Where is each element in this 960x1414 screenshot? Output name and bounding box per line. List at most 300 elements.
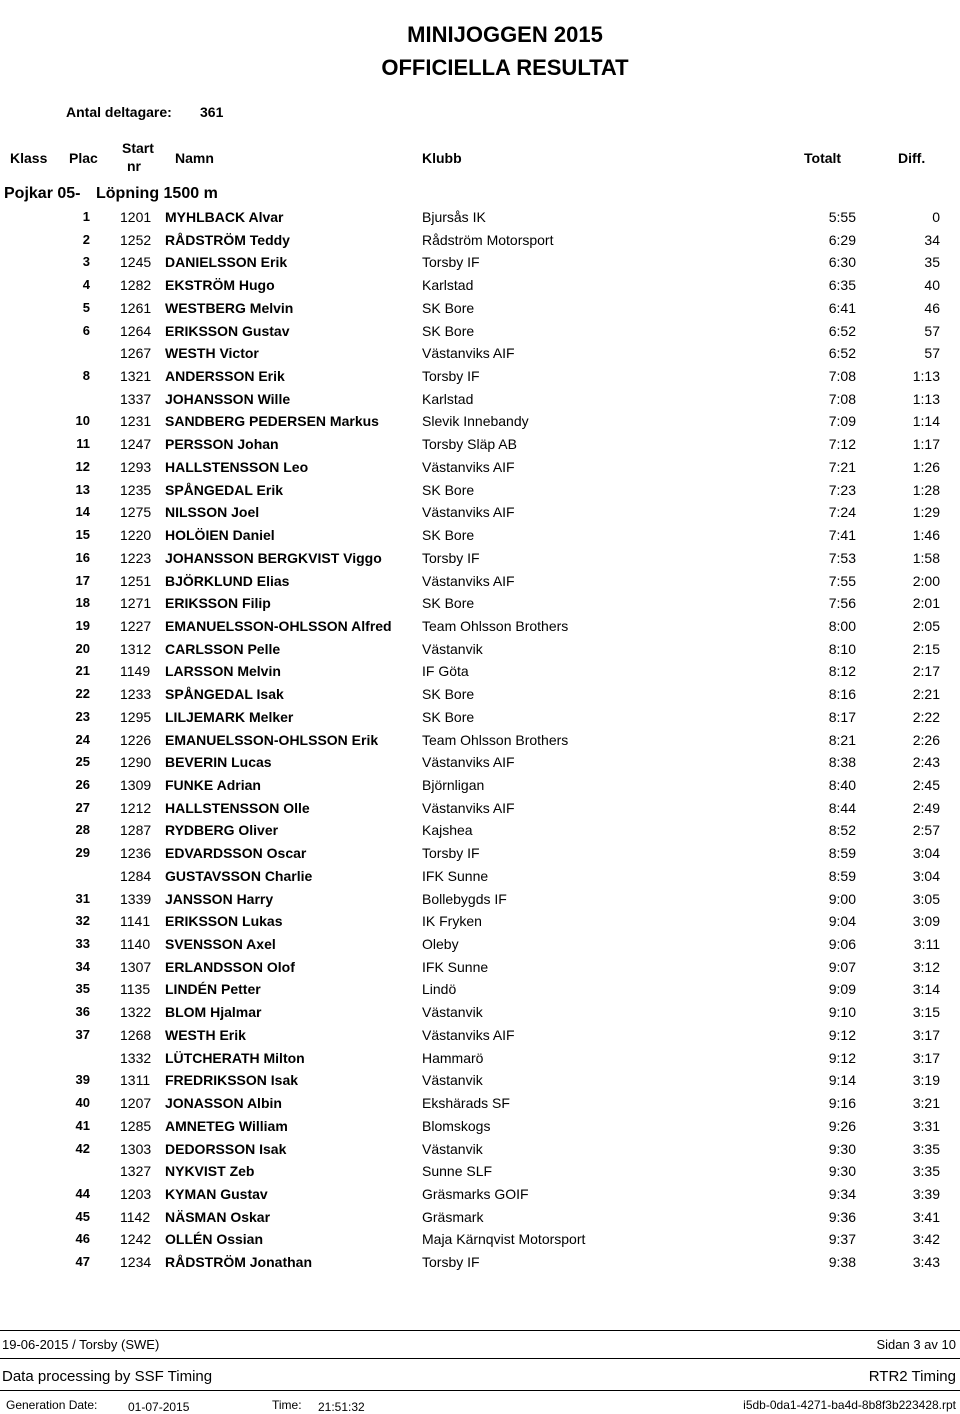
- result-total: 7:12: [828, 436, 856, 453]
- result-name: DANIELSSON Erik: [165, 254, 288, 271]
- footer-gen-date: 01-07-2015: [128, 1400, 190, 1414]
- result-plac: 15: [75, 527, 90, 543]
- result-nr: 1293: [120, 458, 152, 475]
- result-plac: 6: [82, 322, 90, 338]
- result-club: Torsby IF: [422, 368, 480, 385]
- result-club: Västanvik: [422, 1072, 483, 1089]
- result-nr: 1339: [120, 890, 152, 907]
- result-nr: 1261: [120, 299, 152, 316]
- result-total: 9:37: [828, 1231, 856, 1248]
- col-start: Start: [122, 140, 154, 156]
- result-club: Kajshea: [422, 822, 473, 839]
- result-total: 8:52: [828, 822, 856, 839]
- result-diff: 2:01: [912, 595, 940, 612]
- result-club: Team Ohlsson Brothers: [422, 617, 569, 634]
- result-diff: 2:17: [912, 663, 940, 680]
- result-name: HALLSTENSSON Olle: [165, 799, 310, 816]
- result-name: WESTBERG Melvin: [165, 299, 294, 316]
- result-plac: 31: [75, 890, 90, 906]
- result-nr: 1321: [120, 368, 152, 385]
- result-diff: 57: [924, 345, 940, 362]
- result-nr: 1303: [120, 1140, 152, 1157]
- result-club: Västanvik: [422, 1004, 483, 1021]
- result-plac: 37: [75, 1026, 90, 1042]
- participants-count: 361: [200, 104, 224, 120]
- result-total: 9:30: [828, 1140, 856, 1157]
- result-diff: 1:46: [912, 527, 940, 544]
- result-diff: 1:58: [912, 549, 940, 566]
- result-nr: 1287: [120, 822, 152, 839]
- result-name: ANDERSSON Erik: [165, 368, 285, 385]
- result-total: 9:36: [828, 1208, 856, 1225]
- result-total: 7:23: [828, 481, 856, 498]
- result-name: FREDRIKSSON Isak: [165, 1072, 299, 1089]
- result-name: JANSSON Harry: [165, 890, 274, 907]
- result-total: 6:29: [828, 231, 856, 248]
- result-row: [0, 1254, 960, 1276]
- result-row: [0, 913, 960, 935]
- result-nr: 1227: [120, 617, 152, 634]
- result-row: [0, 891, 960, 913]
- result-nr: 1295: [120, 708, 152, 725]
- result-nr: 1332: [120, 1049, 152, 1066]
- result-diff: 1:28: [912, 481, 940, 498]
- result-diff: 2:15: [912, 640, 940, 657]
- result-club: SK Bore: [422, 322, 475, 339]
- result-row: [0, 1095, 960, 1117]
- result-total: 7:55: [828, 572, 856, 589]
- result-plac: 47: [75, 1254, 90, 1270]
- result-nr: 1264: [120, 322, 152, 339]
- footer-page: Sidan 3 av 10: [876, 1337, 956, 1352]
- result-club: Slevik Innebandy: [422, 413, 529, 430]
- result-club: Gräsmarks GOIF: [422, 1185, 529, 1202]
- result-club: Bollebygds IF: [422, 890, 507, 907]
- result-total: 8:59: [828, 867, 856, 884]
- result-total: 5:55: [828, 209, 856, 225]
- result-total: 9:06: [828, 936, 856, 953]
- result-nr: 1290: [120, 754, 152, 771]
- result-diff: 2:22: [912, 708, 940, 725]
- result-nr: 1141: [120, 913, 151, 930]
- result-total: 9:34: [828, 1185, 856, 1202]
- result-plac: 34: [75, 958, 90, 974]
- result-diff: 3:04: [912, 867, 940, 884]
- result-total: 7:08: [828, 368, 856, 385]
- result-row: [0, 1231, 960, 1253]
- result-name: RÅDSTRÖM Jonathan: [165, 1254, 312, 1271]
- footer-time-label: Time:: [272, 1398, 302, 1412]
- result-plac: 19: [75, 617, 90, 633]
- result-nr: 1226: [120, 731, 152, 748]
- result-diff: 0: [932, 209, 940, 225]
- result-diff: 3:21: [912, 1095, 940, 1112]
- result-club: Karlstad: [422, 277, 474, 294]
- result-club: Västanviks AIF: [422, 504, 515, 521]
- result-name: NÄSMAN Oskar: [165, 1208, 271, 1225]
- result-club: Västanvik: [422, 1140, 483, 1157]
- result-name: JONASSON Albin: [165, 1095, 282, 1112]
- result-diff: 1:17: [912, 436, 940, 453]
- result-plac: 42: [75, 1140, 90, 1156]
- result-club: Torsby Släp AB: [422, 436, 517, 453]
- result-total: 7:24: [828, 504, 856, 521]
- result-nr: 1309: [120, 777, 152, 793]
- result-club: Västanviks AIF: [422, 345, 515, 362]
- section-klass: Pojkar 05-: [4, 185, 81, 202]
- result-row: [0, 459, 960, 481]
- footer-processing: Data processing by SSF Timing: [2, 1368, 213, 1385]
- result-name: RÅDSTRÖM Teddy: [165, 231, 290, 248]
- result-club: Blomskogs: [422, 1117, 491, 1134]
- result-nr: 1275: [120, 504, 152, 521]
- result-row: [0, 618, 960, 640]
- result-nr: 1223: [120, 549, 152, 566]
- result-row: [0, 845, 960, 867]
- result-name: EKSTRÖM Hugo: [165, 277, 275, 294]
- result-name: MYHLBACK Alvar: [165, 209, 284, 225]
- result-diff: 2:43: [912, 754, 940, 771]
- footer-gen-label: Generation Date:: [6, 1398, 98, 1412]
- result-diff: 3:35: [912, 1140, 940, 1157]
- result-plac: 5: [82, 299, 90, 315]
- result-total: 7:08: [828, 390, 856, 407]
- result-total: 7:53: [828, 549, 856, 566]
- result-total: 9:07: [828, 958, 856, 975]
- result-name: ERIKSSON Lukas: [165, 913, 283, 930]
- result-row: [0, 1072, 960, 1094]
- result-club: IFK Sunne: [422, 958, 489, 975]
- result-diff: 3:17: [912, 1049, 940, 1066]
- result-plac: 32: [75, 913, 90, 929]
- result-total: 8:00: [828, 617, 856, 634]
- result-diff: 3:35: [912, 1163, 940, 1180]
- result-nr: 1220: [120, 527, 152, 544]
- result-total: 9:12: [828, 1049, 856, 1066]
- result-total: 9:38: [828, 1254, 856, 1271]
- result-club: Rådström Motorsport: [422, 231, 554, 248]
- result-total: 6:52: [828, 322, 856, 339]
- result-row: [0, 641, 960, 663]
- result-nr: 1267: [120, 345, 152, 362]
- result-row: [0, 550, 960, 572]
- result-club: IF Göta: [422, 663, 469, 680]
- result-club: Västanvik: [422, 640, 483, 657]
- result-plac: 12: [75, 458, 90, 474]
- result-club: Oleby: [422, 936, 459, 953]
- result-plac: 39: [75, 1072, 90, 1088]
- result-nr: 1201: [120, 209, 152, 225]
- result-nr: 1142: [120, 1208, 151, 1225]
- result-diff: 3:09: [912, 913, 940, 930]
- result-nr: 1311: [120, 1072, 151, 1089]
- result-club: IK Fryken: [422, 913, 482, 930]
- result-plac: 4: [82, 277, 90, 293]
- footer-time: 21:51:32: [318, 1400, 365, 1414]
- col-klubb: Klubb: [422, 150, 462, 166]
- result-name: LARSSON Melvin: [165, 663, 281, 680]
- result-nr: 1235: [120, 481, 152, 498]
- result-total: 7:21: [828, 458, 856, 475]
- result-name: WESTH Victor: [165, 345, 259, 362]
- result-row: [0, 686, 960, 708]
- col-plac: Plac: [69, 150, 98, 166]
- result-diff: 34: [924, 231, 940, 248]
- result-club: Karlstad: [422, 390, 474, 407]
- result-diff: 3:04: [912, 845, 940, 862]
- result-nr: 1282: [120, 277, 152, 294]
- participants-label: Antal deltagare:: [66, 104, 172, 120]
- result-row: [0, 436, 960, 458]
- col-klass: Klass: [10, 150, 48, 166]
- result-diff: 3:17: [912, 1026, 940, 1043]
- result-total: 6:41: [828, 299, 856, 316]
- result-row: [0, 527, 960, 549]
- result-club: SK Bore: [422, 527, 475, 544]
- result-nr: 1285: [120, 1117, 152, 1134]
- result-total: 8:59: [828, 845, 856, 862]
- result-total: 7:09: [828, 413, 856, 430]
- result-nr: 1242: [120, 1231, 152, 1248]
- result-diff: 1:26: [912, 458, 940, 475]
- result-nr: 1307: [120, 958, 152, 975]
- result-row: [0, 981, 960, 1003]
- result-name: KYMAN Gustav: [165, 1185, 268, 1202]
- result-diff: 2:00: [912, 572, 940, 589]
- result-name: SPÅNGEDAL Isak: [165, 686, 284, 703]
- result-name: DEDORSSON Isak: [165, 1140, 287, 1157]
- result-row: [0, 345, 960, 367]
- result-total: 9:12: [828, 1026, 856, 1043]
- result-club: SK Bore: [422, 481, 475, 498]
- result-club: SK Bore: [422, 299, 475, 316]
- result-plac: 27: [75, 799, 90, 815]
- result-plac: 25: [75, 754, 90, 770]
- result-club: Västanviks AIF: [422, 1026, 515, 1043]
- result-name: SANDBERG PEDERSEN Markus: [165, 413, 379, 430]
- result-total: 8:44: [828, 799, 856, 816]
- result-diff: 2:21: [912, 686, 940, 703]
- result-row: [0, 1004, 960, 1026]
- result-diff: 3:43: [912, 1254, 940, 1271]
- result-nr: 1212: [120, 799, 152, 816]
- result-plac: 23: [75, 708, 90, 724]
- result-row: [0, 391, 960, 413]
- result-diff: 1:13: [912, 368, 940, 385]
- result-club: SK Bore: [422, 708, 475, 725]
- result-nr: 1234: [120, 1254, 152, 1271]
- result-club: Gräsmark: [422, 1208, 484, 1225]
- footer-rule-top: [0, 1330, 960, 1331]
- result-plac: 46: [75, 1231, 90, 1247]
- result-nr: 1233: [120, 686, 152, 703]
- result-total: 8:10: [828, 640, 856, 657]
- result-plac: 36: [75, 1004, 90, 1020]
- result-plac: 44: [75, 1185, 90, 1201]
- result-plac: 45: [75, 1208, 90, 1224]
- result-row: [0, 1186, 960, 1208]
- result-nr: 1252: [120, 231, 152, 248]
- result-nr: 1245: [120, 254, 152, 271]
- result-total: 6:30: [828, 254, 856, 271]
- result-club: Ekshärads SF: [422, 1095, 510, 1112]
- result-name: PERSSON Johan: [165, 436, 279, 453]
- result-total: 7:41: [828, 527, 856, 544]
- result-name: JOHANSSON Wille: [165, 390, 291, 407]
- result-nr: 1149: [120, 663, 151, 680]
- result-diff: 3:12: [912, 958, 940, 975]
- result-total: 9:00: [828, 890, 856, 907]
- result-diff: 2:45: [912, 777, 940, 793]
- result-name: NILSSON Joel: [165, 504, 260, 521]
- result-club: Torsby IF: [422, 845, 480, 862]
- result-plac: 14: [75, 504, 90, 520]
- result-row: [0, 1141, 960, 1163]
- result-name: RYDBERG Oliver: [165, 822, 279, 839]
- result-row: [0, 800, 960, 822]
- result-diff: 57: [924, 322, 940, 339]
- result-nr: 1236: [120, 845, 152, 862]
- result-diff: 40: [924, 277, 940, 294]
- result-club: Torsby IF: [422, 254, 480, 271]
- result-total: 9:30: [828, 1163, 856, 1180]
- result-name: SPÅNGEDAL Erik: [165, 481, 283, 498]
- result-total: 8:40: [828, 777, 856, 793]
- footer-date-place: 19-06-2015 / Torsby (SWE): [2, 1337, 160, 1352]
- result-total: 8:21: [828, 731, 856, 748]
- result-row: [0, 1050, 960, 1072]
- result-nr: 1268: [120, 1026, 152, 1043]
- result-row: [0, 1118, 960, 1140]
- result-plac: 22: [75, 686, 90, 702]
- result-nr: 1327: [120, 1163, 152, 1180]
- result-diff: 3:42: [912, 1231, 940, 1248]
- result-name: ERIKSSON Filip: [165, 595, 271, 612]
- result-plac: 26: [75, 777, 90, 792]
- result-diff: 2:26: [912, 731, 940, 748]
- result-plac: 28: [75, 822, 90, 838]
- result-diff: 1:14: [912, 413, 940, 430]
- result-total: 9:16: [828, 1095, 856, 1112]
- result-row: [0, 504, 960, 526]
- result-total: 6:52: [828, 345, 856, 362]
- result-total: 9:04: [828, 913, 856, 930]
- result-total: 8:12: [828, 663, 856, 680]
- result-diff: 46: [924, 299, 940, 316]
- result-total: 9:26: [828, 1117, 856, 1134]
- result-row: [0, 209, 960, 231]
- result-row: [0, 732, 960, 754]
- result-row: [0, 413, 960, 435]
- result-plac: 10: [75, 413, 90, 429]
- result-diff: 1:13: [912, 390, 940, 407]
- result-name: EMANUELSSON-OHLSSON Alfred: [165, 617, 392, 634]
- result-name: OLLÉN Ossian: [165, 1231, 264, 1248]
- result-diff: 3:41: [912, 1208, 940, 1225]
- result-total: 8:16: [828, 686, 856, 703]
- result-club: Björnligan: [422, 777, 485, 793]
- result-club: Torsby IF: [422, 1254, 480, 1271]
- result-diff: 3:39: [912, 1185, 940, 1202]
- result-name: GUSTAVSSON Charlie: [165, 867, 313, 884]
- result-total: 8:38: [828, 754, 856, 771]
- result-name: FUNKE Adrian: [165, 777, 261, 793]
- result-plac: 11: [76, 436, 90, 452]
- result-row: [0, 368, 960, 390]
- result-name: AMNETEG William: [165, 1117, 288, 1134]
- result-nr: 1271: [120, 595, 152, 612]
- result-plac: 18: [75, 595, 90, 611]
- result-total: 7:56: [828, 595, 856, 612]
- result-plac: 41: [75, 1117, 90, 1133]
- result-name: SVENSSON Axel: [165, 936, 276, 953]
- result-club: Sunne SLF: [422, 1163, 493, 1180]
- result-nr: 1322: [120, 1004, 152, 1021]
- result-name: CARLSSON Pelle: [165, 640, 281, 657]
- result-diff: 35: [924, 254, 940, 271]
- result-total: 9:14: [828, 1072, 856, 1089]
- result-club: IFK Sunne: [422, 867, 489, 884]
- result-row: [0, 959, 960, 981]
- result-row: [0, 254, 960, 276]
- col-start-nr: nr: [127, 158, 141, 174]
- result-row: [0, 1163, 960, 1185]
- result-total: 9:10: [828, 1004, 856, 1021]
- result-plac: 1: [82, 209, 90, 224]
- result-nr: 1251: [120, 572, 152, 589]
- result-name: BEVERIN Lucas: [165, 754, 272, 771]
- result-diff: 2:49: [912, 799, 940, 816]
- result-row: [0, 777, 960, 799]
- result-name: WESTH Erik: [165, 1026, 246, 1043]
- result-plac: 29: [75, 845, 90, 861]
- result-diff: 2:57: [912, 822, 940, 839]
- result-name: LÜTCHERATH Milton: [165, 1049, 305, 1066]
- result-diff: 3:15: [912, 1004, 940, 1021]
- result-name: HOLÖIEN Daniel: [165, 527, 275, 544]
- col-totalt: Totalt: [804, 150, 842, 166]
- result-diff: 3:05: [912, 890, 940, 907]
- result-name: JOHANSSON BERGKVIST Viggo: [165, 549, 382, 566]
- result-row: [0, 277, 960, 299]
- result-club: Lindö: [422, 981, 457, 998]
- footer-rule-mid: [0, 1358, 960, 1359]
- result-nr: 1203: [120, 1185, 152, 1202]
- result-plac: 16: [75, 549, 90, 565]
- result-nr: 1231: [120, 413, 152, 430]
- result-club: Maja Kärnqvist Motorsport: [422, 1231, 586, 1248]
- result-row: [0, 936, 960, 958]
- result-diff: 3:31: [912, 1117, 940, 1134]
- result-plac: 2: [82, 231, 90, 247]
- result-row: [0, 323, 960, 345]
- result-total: 9:09: [828, 981, 856, 998]
- result-club: Västanviks AIF: [422, 458, 515, 475]
- result-plac: 20: [75, 640, 90, 656]
- result-row: [0, 232, 960, 254]
- col-namn: Namn: [175, 150, 214, 166]
- result-row: [0, 595, 960, 617]
- result-nr: 1337: [120, 390, 152, 407]
- result-club: Torsby IF: [422, 549, 480, 566]
- result-name: NYKVIST Zeb: [165, 1163, 255, 1180]
- result-name: HALLSTENSSON Leo: [165, 458, 309, 475]
- result-name: ERLANDSSON Olof: [165, 958, 295, 975]
- result-row: [0, 822, 960, 844]
- result-diff: 2:05: [912, 617, 940, 634]
- result-club: Bjursås IK: [422, 209, 486, 225]
- result-name: BLOM Hjalmar: [165, 1004, 262, 1021]
